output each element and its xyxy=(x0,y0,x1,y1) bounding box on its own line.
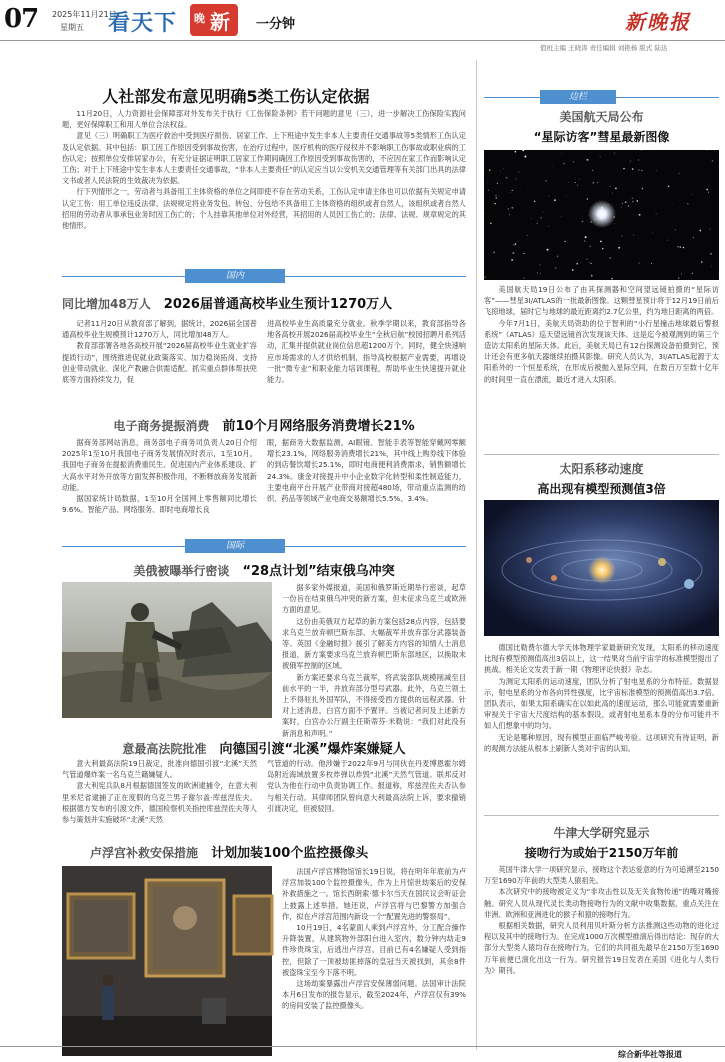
star xyxy=(494,203,495,204)
international-story1-body xyxy=(282,582,466,738)
star xyxy=(639,263,640,264)
star xyxy=(537,223,538,224)
star xyxy=(555,267,556,268)
star xyxy=(489,169,491,171)
international-story2-paragraph: 气管道的行动。他涉嫌于2022年9月与同伙在丹麦博恩霍尔姆岛附近海域放置多枚炸弹以炸毁“北溪”天然气管道。联邦反对党认为他在行动中负责协调工作。报道称，库兹涅佐夫否认参与相关行动。其律师团队曾向意大利最高法院上诉，要求撤销引渡决定，但被驳回。 xyxy=(267,759,466,813)
star xyxy=(587,258,588,259)
star xyxy=(573,161,574,162)
margins-story2-heading xyxy=(484,460,719,497)
star xyxy=(568,182,569,183)
comet-photo-image xyxy=(484,150,719,280)
international-story1-paragraph: 新方案还要求乌克兰裁军，将武装部队规模削减至目前水平的一半，并放弃部分型号武器。此外，乌克兰领土上不得驻扎外国军队，不得接受西方提供的远程武器。针对上述消息，白宫方面不予置评。当被记者问及上述新方案时，白宫办公厅副主任斯蒂芬·米勒说：“我们对此没有新消息和声明。” xyxy=(282,672,466,738)
comet-photo xyxy=(484,150,719,280)
star xyxy=(656,170,657,171)
international-story2-heading xyxy=(62,738,466,757)
seal-char-2: 新 xyxy=(210,10,230,34)
domestic-story2-heading xyxy=(62,415,466,434)
star xyxy=(547,249,549,251)
star xyxy=(496,195,497,196)
star xyxy=(563,163,565,165)
star xyxy=(540,264,541,265)
star xyxy=(575,182,576,183)
star xyxy=(706,189,708,191)
star xyxy=(561,153,562,154)
domestic-story2-headline: 前10个月网络服务消费增长21% xyxy=(222,419,415,434)
star xyxy=(711,266,712,267)
star xyxy=(537,272,538,273)
star xyxy=(600,156,601,157)
page-number: 07 xyxy=(4,4,39,34)
soldier-photo xyxy=(62,582,272,718)
star xyxy=(642,188,644,190)
masthead-rule xyxy=(0,40,725,41)
issue-date: 2025年11月21日 xyxy=(52,10,117,19)
star xyxy=(484,277,485,278)
star xyxy=(590,246,591,247)
margins-story2-paragraph: 德国比勒费尔德大学天体物理学家最新研究发现，太阳系的移动速度比现有模型预测值高出3倍以上，这一结果对当前宇宙学的标准模型提出了挑战。相关论文发表于新一期《物理评论快报》杂志。 xyxy=(484,643,719,675)
star xyxy=(629,163,630,164)
star xyxy=(548,195,549,196)
star xyxy=(512,190,513,191)
section-title: 看天下 xyxy=(108,11,178,36)
brand-logo: 新晚报 xyxy=(625,10,691,34)
star xyxy=(511,259,513,261)
star xyxy=(633,235,634,236)
star xyxy=(714,150,715,151)
star xyxy=(710,229,711,230)
star xyxy=(627,200,628,201)
star xyxy=(511,207,513,209)
star xyxy=(566,195,567,196)
domestic-story1-col2 xyxy=(267,318,466,410)
top-story-paragraph: 意见（三）明确职工为医疗救治中受到医疗损伤、居家工作、上下班途中发生非本人主要责任交通事故等5类情形工伤认定及认定依据。其中包括：职工因工作原因受到事故伤害，在治疗过程中，医疗机构的医疗侵权并不影响职工伤事故或职业病的工伤认定；按照单位安排居家办公，有充分证据证明职工居家工作期间确因工作原因受到事故伤害的，不应因在家工作而影响认定工伤；对于上下班途中发生非本人主要责任交通事故，“非本人主要责任”的认定应当以公安机关交通管理等有关部门出具的法律文书或者人民法院的生效裁决为依据。 xyxy=(62,131,466,186)
domestic-story2-col1 xyxy=(62,437,257,521)
international-story3-paragraph: 这场劫案暴露出卢浮宫安保薄弱问题。法国审计法院本月6日发布的报告显示，截至2024年，卢浮宫仅有39%的房间安装了监控摄像头。 xyxy=(282,979,466,1011)
margins-story3-body xyxy=(484,864,719,1042)
star xyxy=(710,253,712,255)
star xyxy=(652,233,653,234)
footer-credit: 综合新华社等报道 xyxy=(618,1050,682,1059)
star xyxy=(612,193,613,194)
solar-system-photo xyxy=(484,500,719,636)
star xyxy=(577,185,578,186)
star xyxy=(699,230,701,232)
margins-story3-headline: 接吻行为或始于2150万年前 xyxy=(524,846,679,860)
margins-story3-paragraph: 根据相关数据，研究人员利用贝叶斯分析方法推测这些动物的进化过程以及其中的接吻行为。在完成1000万次模型推演后得出结论：现存的大部分大型类人猿均存在接吻行为，它们的共同祖先最早在2150万至1690万年前便已演化出这一行为。研究报告19日发表在美国《进化与人类行为》期刊。 xyxy=(484,921,719,975)
margins-story2-headline: 高出现有模型预测值3倍 xyxy=(537,482,666,496)
star xyxy=(675,229,676,230)
star xyxy=(522,150,524,152)
star xyxy=(625,201,627,203)
star xyxy=(589,262,590,263)
star xyxy=(513,244,515,246)
international-story1-lead: 美俄被曝举行密谈 xyxy=(133,564,230,578)
column-name: 一分钟 xyxy=(256,17,296,32)
domestic-story1-paragraph: 教育部部署各地各高校开展“2026届高校毕业生就业扩容提质行动”，围绕推进促就业政策落实、加力稳岗拓岗、支持创业带动就业、深化产教融合供需适配、抓实重点群体帮扶兜底等方面持续发力，促 xyxy=(62,341,257,385)
star xyxy=(564,241,565,242)
star xyxy=(610,186,611,187)
domestic-story2-paragraph: 据商务部网站消息，商务部电子商务司负责人20日介绍2025年1至10月我国电子商务发展情况时表示，1至10月，我国电子商务在提振消费重民生、促进国内产业体系建设、扩大高水平对外开放等方面发挥积极作用，不断释放商务发展新动能。 xyxy=(62,438,257,492)
star xyxy=(679,173,680,174)
star xyxy=(509,214,510,215)
star xyxy=(701,261,703,263)
soldier-photo-image xyxy=(62,582,272,718)
international-story1-paragraph: 这份由美俄双方起草的新方案包括28点内容，包括要求乌克兰放弃顿巴斯东部、大幅裁军并放弃部分武器装备等。英国《金融时报》援引了解美方内容的知情人士消息报道，新方案要求乌克兰放弃顿巴斯东部地区，以换取未被俄军控制的区域。 xyxy=(282,616,466,671)
international-story2-lead: 意最高法院批准 xyxy=(122,742,207,756)
domestic-story2-paragraph: 据国家统计局数据，1至10月全国网上零售额同比增长9.6%。智能产品、网络服务、即时电商增长良 xyxy=(62,494,257,515)
star xyxy=(534,200,536,202)
solar-system-photo-image xyxy=(484,500,719,636)
margins-story3-lead: 牛津大学研究显示 xyxy=(553,826,650,840)
star xyxy=(632,168,634,170)
top-story-paragraph: 行下列情形之一，劳动者与具备用工主体资格的单位之间即使不存在劳动关系，工伤认定申请主体也可以依据有关规定申请认定工伤：用工单位违反法律、法规规定将业务发包、转包、分包给不具备用工主体资格的组织或者自然人，该组织或者自然人招用的劳动者从事承包业务时因工伤亡的；个人挂靠其他单位对外经营，其招用的人员因工伤亡的；法律、法规、规章规定的其他情形。 xyxy=(62,187,466,231)
star xyxy=(637,200,639,202)
star xyxy=(561,216,562,217)
star xyxy=(672,203,673,204)
domestic-story1-col1 xyxy=(62,318,257,410)
star xyxy=(587,159,589,161)
star xyxy=(592,170,593,171)
star xyxy=(708,192,709,193)
international-story3-paragraph: 法国卢浮宫博物馆馆长19日说，将在明年年底前为卢浮宫加装100个监控摄像头，作为上月惊世劫案后的安保补救措施之一。馆长西朗索·德卡尔当天在国民议会听证会上披露上述举措。她还说，卢浮宫将与巴黎警方加强合作，拟在卢浮宫范围内新设一个“配置先进的警察局”。 xyxy=(282,867,466,921)
star xyxy=(510,192,511,193)
star xyxy=(667,240,668,241)
star xyxy=(503,168,504,169)
margins-divider-1 xyxy=(484,454,719,455)
star xyxy=(677,246,678,247)
margins-story2-paragraph: 无论是哪种原因，现有模型正面临严峻考验。这项研究有待证明，新的观测方法能从根本上刷新人类对宇宙的认知。 xyxy=(484,732,719,753)
top-story-headline: 人社部发布意见明确5类工伤认定依据 xyxy=(102,87,370,106)
star xyxy=(628,206,629,207)
seal-char-1: 晚 xyxy=(194,12,205,25)
star xyxy=(669,167,670,168)
star xyxy=(712,160,714,162)
sidebar-divider xyxy=(476,60,477,1050)
domestic-story1-heading xyxy=(62,293,466,312)
star xyxy=(592,182,594,184)
star xyxy=(713,277,714,278)
star xyxy=(656,214,657,215)
star xyxy=(512,252,514,254)
domestic-story1-headline: 2026届普通高校毕业生预计1270万人 xyxy=(163,297,393,312)
top-story-body xyxy=(62,108,466,263)
star xyxy=(515,151,517,153)
international-story2-paragraph: 意大利宪兵队8月根据德国签发的欧洲逮捕令，在意大利里米尼省逮捕了正在度假的乌克兰男子谢尔盖·库兹涅佐夫。根据德方发布的引渡文件，德国检察机关指控库兹涅佐夫等人参与策划并实施破坏“北溪”天然 xyxy=(62,781,257,825)
star xyxy=(488,190,489,191)
star xyxy=(527,235,528,236)
star xyxy=(692,194,693,195)
international-section-tag: 国际 xyxy=(185,539,285,553)
international-story2-col2 xyxy=(267,758,466,826)
domestic-story1-paragraph: 记者11月20日从教育部了解到，据统计，2026届全国普通高校毕业生规模预计1270万人，同比增加48万人。 xyxy=(62,319,257,340)
footer-rule xyxy=(0,1046,725,1047)
star xyxy=(490,223,492,225)
star xyxy=(507,208,509,210)
margins-story1-body xyxy=(484,284,719,450)
star xyxy=(523,155,524,156)
star xyxy=(565,232,566,233)
star xyxy=(531,218,532,219)
section-seal xyxy=(190,4,238,36)
margins-story1-headline: “星际访客”彗星最新图像 xyxy=(533,130,670,144)
star xyxy=(681,273,682,274)
star xyxy=(591,275,593,277)
margins-story2-body xyxy=(484,642,719,812)
international-story3-headline: 计划加装100个监控摄像头 xyxy=(211,846,369,861)
star xyxy=(524,156,526,158)
star xyxy=(630,161,631,162)
star xyxy=(523,278,524,279)
star xyxy=(502,264,503,265)
margins-story2-lead: 太阳系移动速度 xyxy=(559,462,644,476)
international-story2-col1 xyxy=(62,758,257,826)
star xyxy=(493,251,495,253)
star xyxy=(608,272,609,273)
star xyxy=(584,240,586,242)
star xyxy=(545,180,547,182)
international-story1-heading xyxy=(62,560,466,579)
star xyxy=(553,166,554,167)
star xyxy=(683,247,684,248)
star xyxy=(632,201,634,203)
star xyxy=(615,223,616,224)
star xyxy=(572,269,574,271)
star xyxy=(483,213,484,214)
domestic-story2-paragraph: 眼，据商务大数据监测，AI眼镜、智能手表等智能穿戴网零额增长23.1%，网络服务消费增长21%，其中线上购券线下体验的到店餐饮增长25.1%，即时电商便利消费需求，销售额增长24.3%。康金对接提升中小企业数字化转型和柔性制造能力，主要电商平台开展产业带商对接超480场，带动重点监测的纺织、药品等领域产业电商交易额增长5.5%、3.4%。 xyxy=(267,438,466,504)
star xyxy=(602,248,603,249)
star xyxy=(585,236,587,238)
international-story3-paragraph: 10月19日，4名蒙面人乘到卢浮宫外，分工配合操作升降装置，从建筑物外部阳台进入室内，数分钟内劫走9件珍贵珠宝，后逃出卢浮宫。目前已有4名嫌疑人受到指控，但除了一顶被劫匪掉落的皇冠当天被找到，其余8件被盗珠宝至今下落不明。 xyxy=(282,923,466,977)
star xyxy=(497,183,498,184)
star xyxy=(651,263,652,264)
star xyxy=(680,246,682,248)
star xyxy=(621,235,622,236)
star xyxy=(614,153,615,154)
star xyxy=(641,170,642,171)
international-story1-paragraph: 据多家外媒报道，美国和俄罗斯近期举行密谈，起草一份旨在结束俄乌冲突的新方案，但未征求乌克兰或欧洲方面的意见。 xyxy=(282,583,466,615)
star xyxy=(668,186,669,187)
international-story3-heading xyxy=(62,842,466,861)
star xyxy=(597,182,598,183)
domestic-story2-col2 xyxy=(267,437,466,521)
star xyxy=(621,207,622,208)
domestic-story1-paragraph: 进高校毕业生高质量充分就业。秋季学期以来，教育部指导各地各高校开展2026届高校毕业生“全秋启航”校园招聘月系列活动，汇集并提供就业岗位信息超1200万个。同时，健全快速响应市场需求的人才供给机制，指导高校根据产业需要，再增设一批“微专业”和职业能力培训课程，帮助毕业生快速提升就业能力。 xyxy=(267,319,466,385)
domestic-story1-lead: 同比增加48万人 xyxy=(62,297,151,311)
star xyxy=(611,278,612,279)
star xyxy=(540,217,541,218)
star xyxy=(632,198,633,199)
margins-story3-paragraph: 英国牛津大学一项研究显示，接吻这个表达爱意的行为可追溯至2150万至1690万年前的大型类人猿祖先。 xyxy=(484,865,719,886)
star xyxy=(687,203,688,204)
international-story1-headline: “28点计划”结束俄乌冲突 xyxy=(242,564,395,579)
star xyxy=(638,159,639,160)
star xyxy=(600,241,602,243)
domestic-story2-lead: 电子商务提振消费 xyxy=(113,419,210,433)
staff-credits: 值班主编 王晓涛 责任编辑 刘艳杨 版式 陆达 xyxy=(540,44,668,52)
star xyxy=(618,247,620,249)
star xyxy=(623,168,625,170)
star xyxy=(496,197,497,198)
domestic-section-tag: 国内 xyxy=(185,269,285,283)
star xyxy=(649,152,650,153)
star xyxy=(549,226,550,227)
museum-photo xyxy=(62,866,272,1056)
star xyxy=(506,177,508,179)
star xyxy=(576,263,578,265)
star xyxy=(523,253,524,254)
star xyxy=(582,221,583,222)
international-story2-paragraph: 意大利最高法院19日裁定，批准向德国引渡“北溪”天然气管道爆炸案一名乌克兰籍嫌疑人。 xyxy=(62,759,257,780)
museum-photo-image xyxy=(62,866,272,1056)
star xyxy=(639,214,641,216)
star xyxy=(622,203,623,204)
star xyxy=(540,273,541,274)
star xyxy=(641,150,642,151)
star xyxy=(500,171,501,172)
star xyxy=(554,199,556,201)
margins-divider-2 xyxy=(484,815,719,816)
star xyxy=(515,243,516,244)
star xyxy=(499,196,500,197)
star xyxy=(638,263,639,264)
star xyxy=(487,182,488,183)
margins-story1-paragraph: 今年7月1日，美航天局资助的位于智利的“小行星撞击地球最后警报系统”（ATLAS）巡天望远镜首次发现该天体。这是迄今被观测到的第三个造访太阳系的星际天体。此后，美航天局已有12台探测设备拍摄到它，预计还会有更多航天器继续拍摄其影像。研究人员认为，3I/ATLAS起源于太阳系外的一个恒星系统，在形成后被抛入星际空间，在数百万至数十亿年的时间里一直在漂流，最近才进入太阳系。 xyxy=(484,318,719,384)
star xyxy=(678,277,680,279)
margins-section-tag: 边栏 xyxy=(540,90,616,104)
margins-story2-paragraph: 为测定太阳系的运动速度，团队分析了射电星系的分布特征。数据显示，射电星系的分布各向异性强度，比宇宙标准模型的预测值高出3.7倍。团队表示，如果太阳系确实在以如此高的速度运动，那么可能就需要重新审视关于宇宙大尺度结构的基本假设，或者射电星系本身的分布可能并不如人们想象中的均匀。 xyxy=(484,676,719,731)
margins-story1-lead: 美国航天局公布 xyxy=(559,110,644,124)
star xyxy=(638,169,639,170)
margins-story1-paragraph: 美国航天局19日公布了由其探测器和空间望远镜拍摄的“星际访客”——彗星3I/ATLAS的一批最新图像。这颗彗星预计将于12月19日前后飞掠地球，届时它与地球的最近距离约2.7亿公里，约为地日距离的两倍。 xyxy=(484,285,719,317)
issue-weekday: 星期五 xyxy=(60,23,84,32)
star xyxy=(707,150,708,151)
star xyxy=(609,257,611,259)
star xyxy=(543,211,544,212)
star xyxy=(515,179,516,180)
margins-story3-heading xyxy=(484,824,719,861)
international-story2-headline: 向德国引渡“北溪”爆炸案嫌疑人 xyxy=(219,742,406,757)
star xyxy=(692,273,693,274)
star xyxy=(579,178,580,179)
star xyxy=(591,263,592,264)
star xyxy=(557,256,558,257)
star xyxy=(518,171,519,172)
star xyxy=(694,224,695,225)
margins-story1-heading xyxy=(484,108,719,145)
international-story3-lead: 卢浮宫补救安保措施 xyxy=(90,846,199,860)
international-story3-body xyxy=(282,866,466,1058)
masthead xyxy=(0,0,725,52)
star xyxy=(615,188,617,190)
star xyxy=(542,213,543,214)
margins-story3-paragraph: 本次研究中的接吻被定义为“非攻击性以及无关食物传递”的嘴对嘴接触。研究人员从现代灵长类动物接吻行为的文献中收集数据，重点关注在非洲、欧洲和亚洲进化的猴子和猿的接吻行为。 xyxy=(484,887,719,919)
star xyxy=(587,198,588,199)
star xyxy=(693,237,694,238)
top-story-paragraph: 11月20日，人力资源社会保障部对外发布关于执行《工伤保险条例》若干问题的意见（三），进一步解决工伤保险实践问题，更好保障职工和用人单位合法权益。 xyxy=(62,109,466,130)
